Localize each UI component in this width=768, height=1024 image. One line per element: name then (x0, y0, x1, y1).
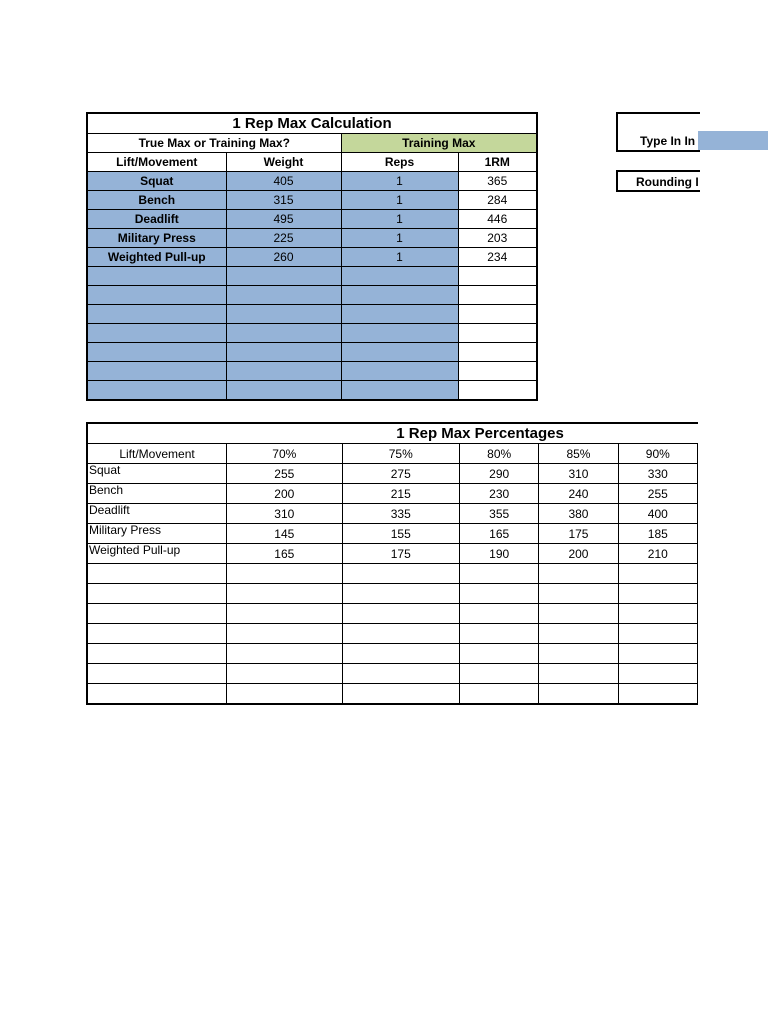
one-rep-max-cell (458, 343, 537, 362)
one-rep-max-cell (458, 286, 537, 305)
pct-row (87, 644, 698, 664)
pct-value-cell (539, 684, 618, 705)
calc-row (87, 343, 537, 362)
pct-row (87, 624, 698, 644)
pct-value-cell (618, 664, 697, 684)
pct-value-cell (539, 624, 618, 644)
lift-name-cell[interactable]: Deadlift (87, 210, 226, 229)
pct-value-cell: 255 (618, 484, 697, 504)
pct-value-cell (342, 644, 459, 664)
pct-value-cell (342, 564, 459, 584)
pct-value-cell: 290 (460, 464, 539, 484)
pct-lift-name (87, 644, 227, 664)
pct-header-85: 85% (539, 444, 618, 464)
pct-lift-name: Squat (87, 464, 227, 484)
pct-value-cell (618, 684, 697, 705)
pct-row (87, 464, 698, 484)
one-rep-max-cell (458, 267, 537, 286)
pct-lift-name (87, 564, 227, 584)
pct-value-cell (460, 584, 539, 604)
pct-value-cell: 200 (539, 544, 618, 564)
weight-input[interactable] (226, 362, 341, 381)
pct-value-cell (618, 604, 697, 624)
calc-header-lift: Lift/Movement (87, 153, 226, 172)
calc-row (87, 381, 537, 401)
reps-input[interactable] (341, 305, 458, 324)
reps-input[interactable] (341, 362, 458, 381)
pct-row (87, 684, 698, 705)
weight-input[interactable]: 315 (226, 191, 341, 210)
reps-input[interactable] (341, 324, 458, 343)
calc-question-row (87, 134, 537, 153)
weight-input[interactable] (226, 267, 341, 286)
lift-name-cell[interactable] (87, 267, 226, 286)
reps-input[interactable]: 1 (341, 191, 458, 210)
pct-value-cell (618, 564, 697, 584)
lift-name-cell[interactable]: Squat (87, 172, 226, 191)
pct-row (87, 564, 698, 584)
calc-header-weight: Weight (226, 153, 341, 172)
reps-input[interactable]: 1 (341, 172, 458, 191)
pct-value-cell (342, 664, 459, 684)
pct-value-cell: 185 (618, 524, 697, 544)
pct-value-cell: 275 (342, 464, 459, 484)
pct-value-cell: 175 (539, 524, 618, 544)
pct-value-cell: 230 (460, 484, 539, 504)
weight-input[interactable]: 260 (226, 248, 341, 267)
pct-value-cell: 200 (227, 484, 342, 504)
pct-value-cell: 310 (227, 504, 342, 524)
pct-row (87, 524, 698, 544)
reps-input[interactable]: 1 (341, 229, 458, 248)
calc-title: 1 Rep Max Calculation (87, 113, 537, 134)
pct-value-cell: 175 (342, 544, 459, 564)
pct-value-cell (539, 584, 618, 604)
lift-name-cell[interactable]: Weighted Pull-up (87, 248, 226, 267)
pct-value-cell (342, 624, 459, 644)
type-in-input[interactable] (698, 131, 768, 150)
one-rep-max-cell: 203 (458, 229, 537, 248)
pct-value-cell: 380 (539, 504, 618, 524)
pct-lift-name (87, 604, 227, 624)
calc-row (87, 210, 537, 229)
lift-name-cell[interactable] (87, 286, 226, 305)
pct-title-row (87, 423, 698, 444)
reps-input[interactable] (341, 267, 458, 286)
reps-input[interactable] (341, 286, 458, 305)
calc-title-row (87, 113, 537, 134)
lift-name-cell[interactable]: Bench (87, 191, 226, 210)
pct-row (87, 544, 698, 564)
pct-row (87, 584, 698, 604)
pct-value-cell (460, 624, 539, 644)
pct-value-cell (342, 684, 459, 705)
pct-value-cell: 240 (539, 484, 618, 504)
weight-input[interactable] (226, 324, 341, 343)
calc-row (87, 324, 537, 343)
weight-input[interactable]: 225 (226, 229, 341, 248)
calc-row (87, 191, 537, 210)
pct-value-cell (539, 664, 618, 684)
pct-value-cell (227, 624, 342, 644)
weight-input[interactable] (226, 305, 341, 324)
reps-input[interactable] (341, 381, 458, 401)
calc-row (87, 229, 537, 248)
lift-name-cell[interactable] (87, 362, 226, 381)
weight-input[interactable]: 405 (226, 172, 341, 191)
one-rep-max-cell (458, 324, 537, 343)
max-type-select[interactable]: Training Max (341, 134, 537, 153)
pct-value-cell: 190 (460, 544, 539, 564)
pct-value-cell (227, 664, 342, 684)
reps-input[interactable]: 1 (341, 210, 458, 229)
lift-name-cell[interactable] (87, 305, 226, 324)
pct-value-cell (460, 644, 539, 664)
reps-input[interactable] (341, 343, 458, 362)
weight-input[interactable] (226, 286, 341, 305)
pct-value-cell (539, 644, 618, 664)
pct-value-cell: 210 (618, 544, 697, 564)
weight-input[interactable] (226, 343, 341, 362)
calc-header-row (87, 153, 537, 172)
pct-value-cell (460, 604, 539, 624)
pct-value-cell: 335 (342, 504, 459, 524)
rounding-label: Rounding I (636, 175, 699, 189)
lift-name-cell[interactable] (87, 324, 226, 343)
pct-header-80: 80% (460, 444, 539, 464)
pct-lift-name: Deadlift (87, 504, 227, 524)
pct-value-cell: 310 (539, 464, 618, 484)
pct-header-lift: Lift/Movement (87, 444, 227, 464)
weight-input[interactable] (226, 381, 341, 401)
pct-value-cell: 145 (227, 524, 342, 544)
pct-value-cell (342, 584, 459, 604)
calc-header-1rm: 1RM (458, 153, 537, 172)
pct-value-cell (618, 624, 697, 644)
one-rep-max-cell (458, 381, 537, 401)
one-rep-max-cell: 446 (458, 210, 537, 229)
pct-row (87, 504, 698, 524)
pct-value-cell: 400 (618, 504, 697, 524)
pct-header-75: 75% (342, 444, 459, 464)
pct-value-cell: 355 (460, 504, 539, 524)
one-rep-max-cell: 365 (458, 172, 537, 191)
lift-name-cell[interactable]: Military Press (87, 229, 226, 248)
max-type-question: True Max or Training Max? (87, 134, 341, 153)
pct-row (87, 664, 698, 684)
weight-input[interactable]: 495 (226, 210, 341, 229)
pct-value-cell (618, 584, 697, 604)
pct-lift-name (87, 624, 227, 644)
pct-lift-name (87, 584, 227, 604)
pct-value-cell: 330 (618, 464, 697, 484)
pct-value-cell: 255 (227, 464, 342, 484)
calc-row (87, 362, 537, 381)
one-rep-max-cell (458, 305, 537, 324)
pct-value-cell (342, 604, 459, 624)
pct-value-cell: 155 (342, 524, 459, 544)
pct-value-cell (227, 564, 342, 584)
percentages-table (86, 422, 698, 705)
pct-header-70: 70% (227, 444, 342, 464)
pct-value-cell (460, 564, 539, 584)
pct-value-cell (539, 604, 618, 624)
pct-value-cell (227, 684, 342, 705)
lift-name-cell[interactable] (87, 343, 226, 362)
type-in-label: Type In In (640, 134, 696, 148)
pct-value-cell: 165 (227, 544, 342, 564)
pct-lift-name (87, 664, 227, 684)
pct-lift-name: Military Press (87, 524, 227, 544)
calc-header-reps: Reps (341, 153, 458, 172)
pct-row (87, 604, 698, 624)
type-in-box (616, 131, 700, 152)
pct-value-cell: 215 (342, 484, 459, 504)
calc-row (87, 248, 537, 267)
calc-row (87, 286, 537, 305)
pct-value-cell (618, 644, 697, 664)
pct-row (87, 484, 698, 504)
pct-lift-name (87, 684, 227, 705)
pct-lift-name: Weighted Pull-up (87, 544, 227, 564)
calculation-table (86, 112, 538, 401)
pct-title: 1 Rep Max Percentages (342, 423, 618, 444)
pct-value-cell (539, 564, 618, 584)
pct-title-spacer (87, 423, 342, 444)
pct-value-cell (227, 604, 342, 624)
pct-value-cell (227, 644, 342, 664)
rounding-box (616, 170, 700, 192)
pct-title-spacer-right (618, 423, 697, 444)
one-rep-max-cell: 284 (458, 191, 537, 210)
pct-value-cell (460, 664, 539, 684)
calc-row (87, 172, 537, 191)
one-rep-max-cell (458, 362, 537, 381)
pct-value-cell (227, 584, 342, 604)
calc-row (87, 267, 537, 286)
calc-row (87, 305, 537, 324)
pct-value-cell: 165 (460, 524, 539, 544)
pct-header-90: 90% (618, 444, 697, 464)
pct-value-cell (460, 684, 539, 705)
pct-header-row (87, 444, 698, 464)
reps-input[interactable]: 1 (341, 248, 458, 267)
pct-lift-name: Bench (87, 484, 227, 504)
lift-name-cell[interactable] (87, 381, 226, 401)
one-rep-max-cell: 234 (458, 248, 537, 267)
